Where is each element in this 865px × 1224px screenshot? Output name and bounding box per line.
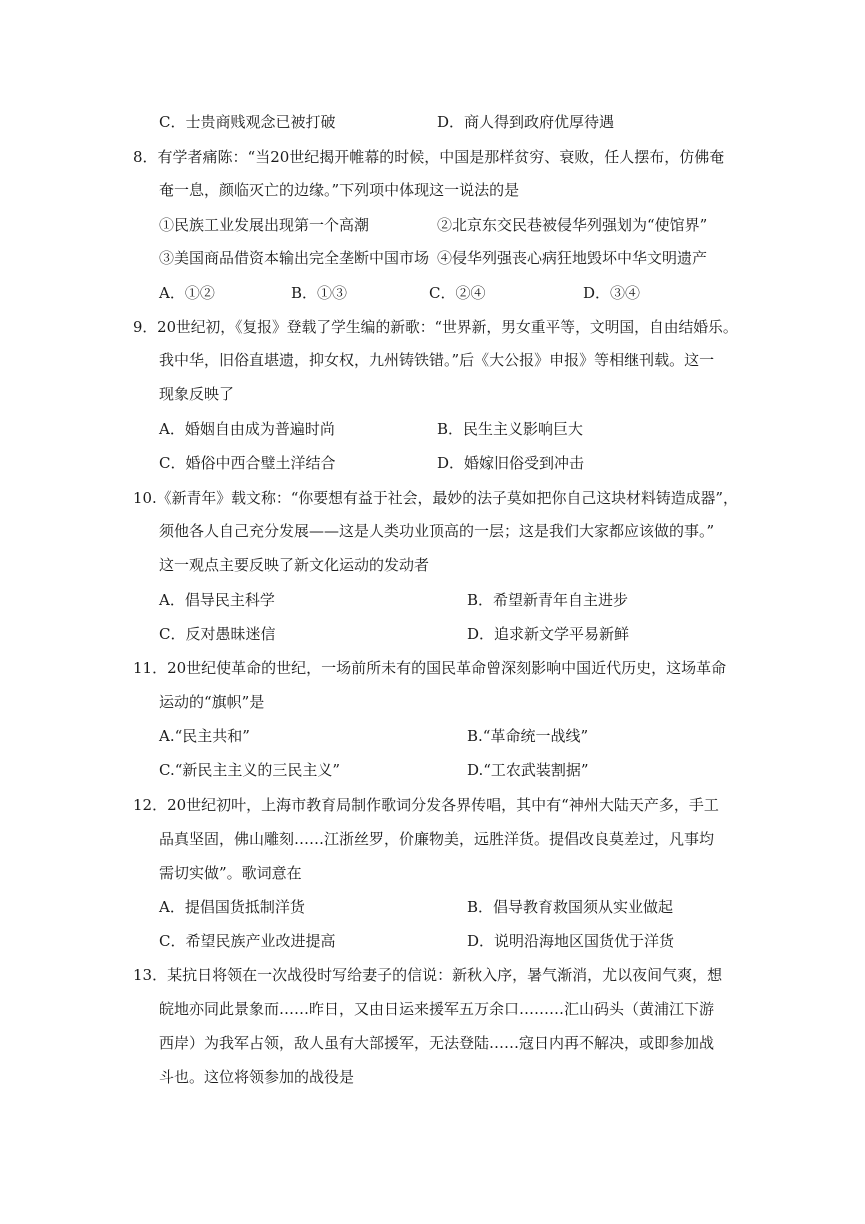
q7-option-d: D．商人得到政府优厚待遇 <box>437 113 615 131</box>
q10-option-b: B．希望新青年自主进步 <box>467 591 629 609</box>
q11-stem-line: 运动的“旗帜”是 <box>159 693 265 711</box>
q13-stem-line: 斗也。这位将领参加的战役是 <box>159 1068 355 1086</box>
q9-stem-line: 我中华，旧俗直堪遗，抑女权，九州铸铁错。”后《大公报》申报》等相继刊载。这一 <box>159 351 715 369</box>
q9-option-d: D．婚嫁旧俗受到冲击 <box>437 454 585 472</box>
q10-option-a: A．倡导民主科学 <box>159 591 275 609</box>
q8-item: ③美国商品借资本输出完全垄断中国市场 <box>159 249 430 267</box>
q11-option-b: B.“革命统一战线” <box>467 727 589 745</box>
q8-stem-line: 8．有学者痛陈：“当20世纪揭开帷幕的时候，中国是那样贫穷、衰败，任人摆布，仿佛奄 <box>133 148 725 166</box>
q12-option-c: C．希望民族产业改进提高 <box>159 932 336 950</box>
q10-stem-line: 10.《新青年》载文称：“你要想有益于社会，最妙的法子莫如把你自己这块材料铸造成器”， <box>133 489 738 507</box>
q8-option-c: C．②④ <box>429 284 486 302</box>
q13-stem-line: 13．某抗日将领在一次战役时写给妻子的信说：新秋入序，暑气渐消，尤以夜间气爽，想 <box>133 966 723 984</box>
q13-stem-line: 皖地亦同此景象而……昨日，又由日运来援军五万余口………汇山码头（黄浦江下游 <box>159 1000 715 1018</box>
q8-item: ②北京东交民巷被侵华列强划为“使馆界” <box>437 216 708 234</box>
q8-stem-line: 奄一息，颜临灭亡的边缘。”下列项中体现这一说法的是 <box>159 181 520 199</box>
q11-option-a: A.“民主共和” <box>159 727 250 745</box>
q12-stem-line: 需切实做”。歌词意在 <box>159 864 302 882</box>
q9-option-b: B．民生主义影响巨大 <box>437 420 584 438</box>
q10-option-d: D．追求新文学平易新鲜 <box>467 625 630 643</box>
q8-option-a: A．①② <box>159 284 215 302</box>
q12-option-b: B．倡导教育救国须从实业做起 <box>467 898 674 916</box>
q8-item: ④侵华列强丧心病狂地毁坏中华文明遗产 <box>437 249 708 267</box>
q9-stem-line: 9．20世纪初，《复报》登载了学生编的新歌：“世界新，男女重平等，文明国，自由结婚乐。 <box>133 318 738 336</box>
q7-option-c: C．士贵商贱观念已被打破 <box>159 113 336 131</box>
q10-stem-line: 这一观点主要反映了新文化运动的发动者 <box>159 556 430 574</box>
q11-option-d: D.“工农武装割据” <box>467 761 589 779</box>
q12-option-d: D．说明沿海地区国货优于洋货 <box>467 932 675 950</box>
q8-option-b: B．①③ <box>291 284 348 302</box>
q12-option-a: A．提倡国货抵制洋货 <box>159 898 305 916</box>
q10-stem-line: 须他各人自己充分发展——这是人类功业顶高的一层；这是我们大家都应该做的事。” <box>159 522 715 540</box>
q9-option-a: A．婚姻自由成为普遍时尚 <box>159 420 335 438</box>
q12-stem-line: 12．20世纪初叶，上海市教育局制作歌词分发各界传唱，其中有“神州大陆天产多，手工 <box>133 796 719 814</box>
q9-option-c: C．婚俗中西合璧土洋结合 <box>159 454 336 472</box>
q11-stem-line: 11．20世纪使革命的世纪，一场前所未有的国民革命曾深刻影响中国近代历史，这场革命 <box>133 659 727 677</box>
q9-stem-line: 现象反映了 <box>159 385 235 403</box>
q8-item: ①民族工业发展出现第一个高潮 <box>159 216 370 234</box>
q8-option-d: D．③④ <box>583 284 641 302</box>
q12-stem-line: 品真坚固，佛山雕刻……江浙丝罗，价廉物美，远胜洋货。提倡改良莫差过，凡事均 <box>159 830 715 848</box>
q11-option-c: C.“新民主主义的三民主义” <box>159 761 341 779</box>
q10-option-c: C．反对愚昧迷信 <box>159 625 276 643</box>
q13-stem-line: 西岸）为我军占领，敌人虽有大部援军，无法登陆……寇日内再不解决，或即参加战 <box>159 1034 715 1052</box>
